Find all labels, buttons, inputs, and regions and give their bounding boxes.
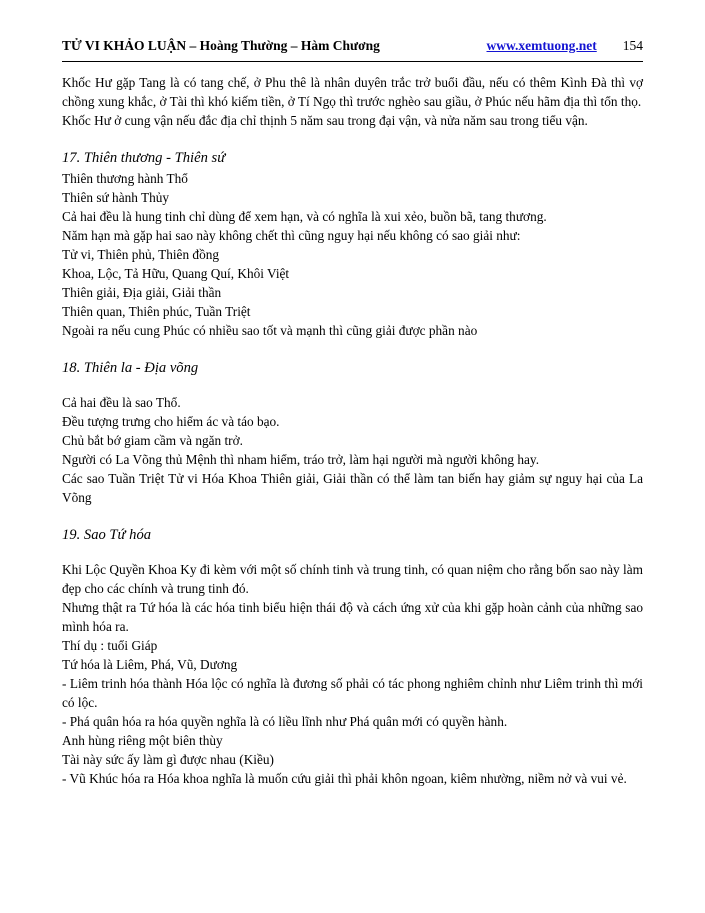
header-page-number: 154 xyxy=(622,38,643,53)
intro-paragraph-2: Khốc Hư ở cung vận nếu đắc địa chỉ thịnh 5 năm sau trong đại vận, và nửa năm sau trong tiểu vận. xyxy=(62,113,588,128)
section-19-line-7: Anh hùng riêng một biên thùy xyxy=(62,732,223,748)
spacer xyxy=(62,130,643,148)
section-18-line-1: Cả hai đều là sao Thổ. xyxy=(62,394,181,410)
section-18-line-5: Các sao Tuần Triệt Tử vi Hóa Khoa Thiên giải, Giải thần có thể làm tan biến hay giảm sự nguy hại của La Võng xyxy=(62,470,643,505)
section-17-line-7: Thiên giải, Địa giải, Giải thần xyxy=(62,284,222,300)
section-17-line-3: Cả hai đều là hung tinh chỉ dùng để xem hạn, và có nghĩa là xui xẻo, buồn bã, tang thương. xyxy=(62,208,547,224)
section-19-line-9: - Vũ Khúc hóa ra Hóa khoa nghĩa là muốn cứu giải thì phải khôn ngoan, kiêm nhường, niềm nở và vui vẻ. xyxy=(62,770,627,786)
section-18-heading: 18. Thiên la - Địa võng xyxy=(62,359,199,376)
spacer xyxy=(62,340,643,358)
section-19-line-3: Thí dụ : tuổi Giáp xyxy=(62,637,158,653)
section-19-line-6: - Phá quân hóa ra hóa quyền nghĩa là có liều lĩnh như Phá quân mới có quyền hành. xyxy=(62,713,508,729)
section-19-line-8: Tài này sức ấy làm gì được nhau (Kiều) xyxy=(62,751,274,767)
intro-paragraph-1: Khốc Hư gặp Tang là có tang chế, ở Phu thê là nhân duyên trắc trở buổi đầu, nếu có thêm Kình Đà thì vợ chồng xung khắc, ở Tài thì khó kiếm tiền, ở Tí Ngọ thì trước nghèo sau giầu, ở Phúc nếu hãm địa thì tổn thọ. xyxy=(62,75,643,109)
section-17-line-9: Ngoài ra nếu cung Phúc có nhiều sao tốt và mạnh thì cũng giải được phần nào xyxy=(62,322,478,338)
section-19-line-2: Nhưng thật ra Tứ hóa là các hóa tinh biểu hiện thái độ và cách ứng xử của khi gặp hoàn cảnh của những sao mình hóa ra. xyxy=(62,599,643,634)
header-website-link[interactable]: www.xemtuong.net xyxy=(486,38,597,53)
section-17-line-5: Tử vi, Thiên phủ, Thiên đồng xyxy=(62,246,220,262)
section-17-heading: 17. Thiên thương - Thiên sứ xyxy=(62,150,226,166)
section-19-line-5: - Liêm trinh hóa thành Hóa lộc có nghĩa là đương số phải có tác phong nghiêm chỉnh như Liêm trinh thì mới có lộc. xyxy=(62,675,643,710)
section-17 xyxy=(62,148,643,340)
section-19-heading: 19. Sao Tứ hóa xyxy=(62,526,152,543)
section-17-line-1: Thiên thương hành Thổ xyxy=(62,170,188,186)
spacer xyxy=(62,507,643,525)
section-18-line-2: Đều tượng trưng cho hiểm ác và táo bạo. xyxy=(62,413,280,429)
section-19-line-1: Khi Lộc Quyền Khoa Ky đi kèm với một số chính tinh và trung tinh, có quan niệm cho rằng bốn sao này làm đẹp cho các chính và trung tinh đó. xyxy=(62,561,643,596)
section-17-line-8: Thiên quan, Thiên phúc, Tuần Triệt xyxy=(62,303,251,319)
page-content xyxy=(62,62,643,788)
section-17-line-4: Năm hạn mà gặp hai sao này không chết thì cũng nguy hại nếu không có sao giải như: xyxy=(62,227,521,243)
section-19-line-4: Tứ hóa là Liêm, Phá, Vũ, Dương xyxy=(62,656,238,672)
page-header xyxy=(62,38,643,54)
section-17-line-2: Thiên sứ hành Thủy xyxy=(62,189,170,205)
section-18 xyxy=(62,358,643,507)
section-18-line-4: Người có La Võng thủ Mệnh thì nham hiểm, tráo trở, làm hại người mà người không hay. xyxy=(62,451,540,467)
section-17-line-6: Khoa, Lộc, Tả Hữu, Quang Quí, Khôi Việt xyxy=(62,265,290,281)
spacer xyxy=(62,546,643,560)
header-title: TỬ VI KHẢO LUẬN – Hoàng Thường – Hàm Chương xyxy=(62,38,380,53)
section-19 xyxy=(62,525,643,788)
section-18-line-3: Chủ bắt bớ giam cầm và ngăn trở. xyxy=(62,432,243,448)
spacer xyxy=(62,379,643,393)
